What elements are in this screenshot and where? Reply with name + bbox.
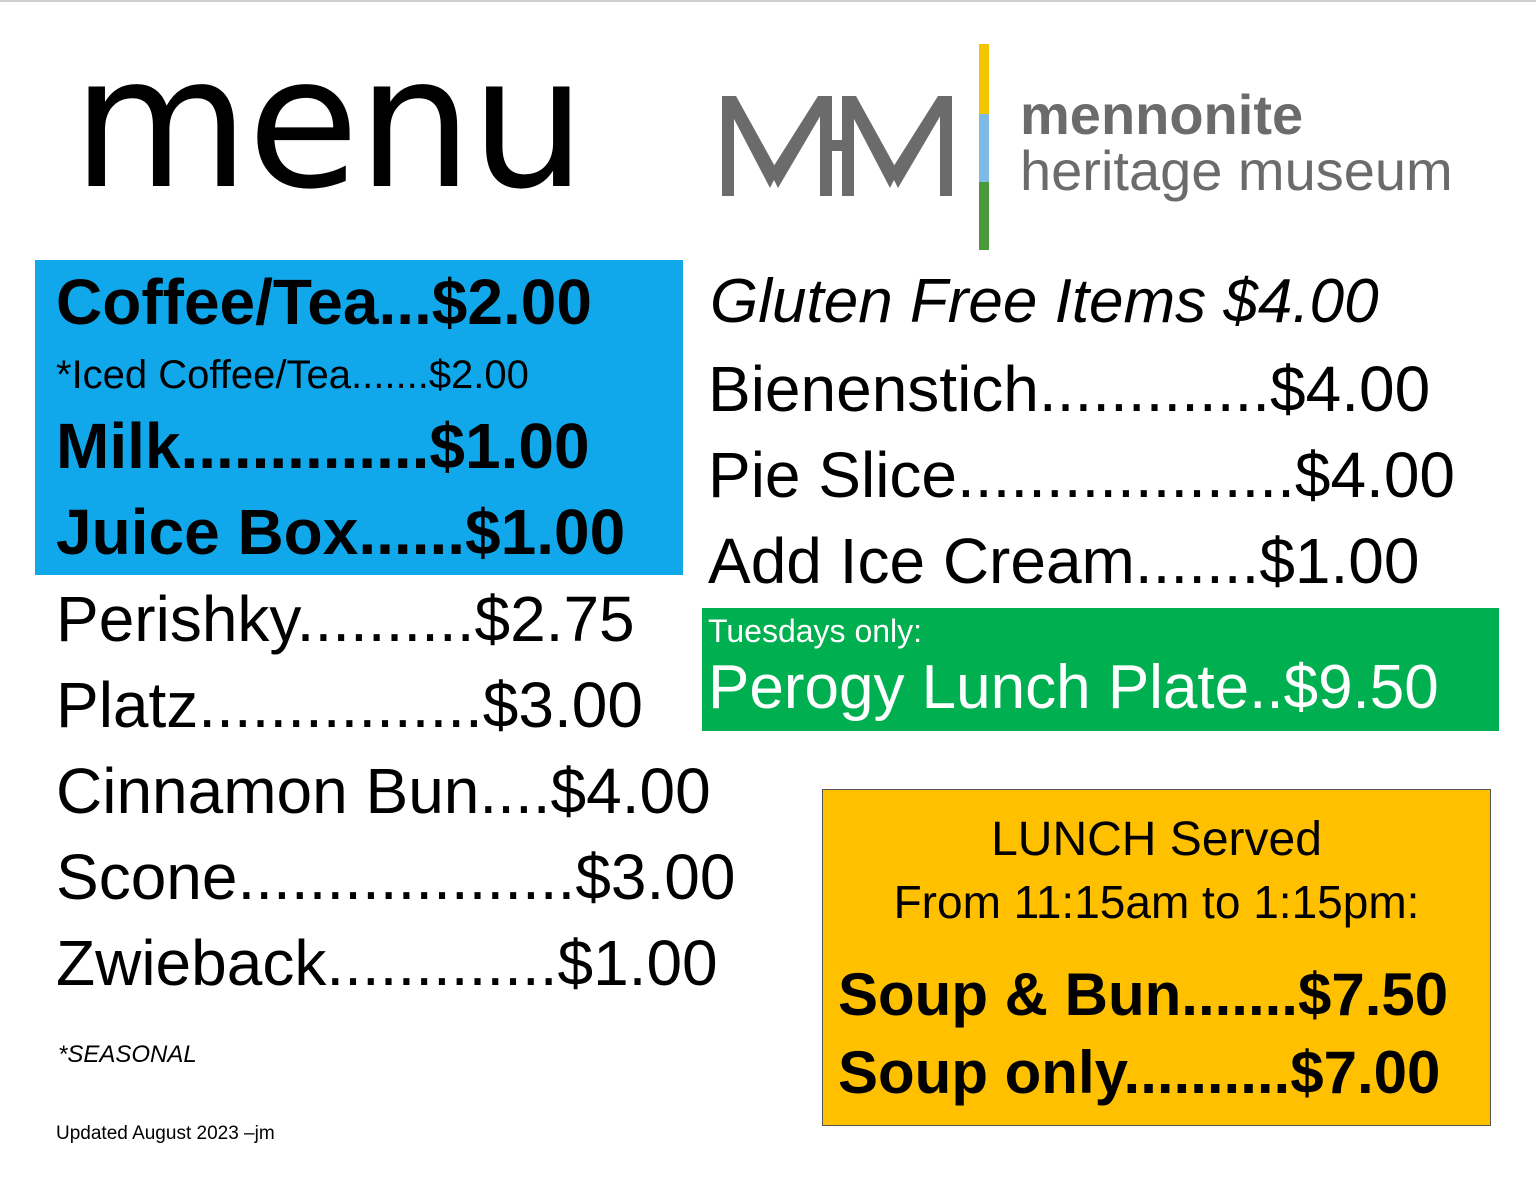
logo-bar-yellow <box>979 44 989 114</box>
menu-item-perogy-lunch-plate: Perogy Lunch Plate..$9.50 <box>708 653 1439 722</box>
menu-item-coffee-tea: Coffee/Tea...$2.00 <box>56 266 592 338</box>
menu-item-soup-only: Soup only..........$7.00 <box>838 1039 1441 1106</box>
menu-item-platz: Platz................$3.00 <box>56 669 643 741</box>
menu-item-cinnamon-bun: Cinnamon Bun....$4.00 <box>56 755 711 827</box>
menu-item-zwieback: Zwieback.............$1.00 <box>56 927 718 999</box>
menu-item-milk: Milk..............$1.00 <box>56 410 590 482</box>
seasonal-footnote: *SEASONAL <box>58 1041 197 1068</box>
mhm-logo-icon <box>718 92 954 202</box>
special-note: Tuesdays only: <box>708 613 923 649</box>
menu-item-juice-box: Juice Box......$1.00 <box>56 496 626 568</box>
lunch-heading-line2: From 11:15am to 1:15pm: <box>893 876 1420 928</box>
updated-note: Updated August 2023 –jm <box>56 1123 275 1144</box>
menu-item-add-ice-cream: Add Ice Cream.......$1.00 <box>708 525 1420 597</box>
logo-color-bar <box>979 44 989 250</box>
gluten-free-note: Gluten Free Items $4.00 <box>710 267 1379 336</box>
logo-bar-green <box>979 182 989 250</box>
menu-item-pie-slice: Pie Slice...................$4.00 <box>708 439 1455 511</box>
lunch-heading-line1: LUNCH Served <box>991 813 1322 866</box>
menu-item-soup-bun: Soup & Bun.......$7.50 <box>838 961 1449 1028</box>
menu-title: menu <box>72 17 584 229</box>
logo-name-line2: heritage museum <box>1020 139 1453 202</box>
menu-item-iced-coffee-tea: *Iced Coffee/Tea.......$2.00 <box>56 353 529 397</box>
mhm-logo-mark <box>718 92 954 202</box>
menu-item-scone: Scone...................$3.00 <box>56 841 736 913</box>
logo-name-line1: mennonite <box>1020 83 1304 146</box>
menu-item-bienenstich: Bienenstich.............$4.00 <box>708 353 1431 425</box>
logo-bar-blue <box>979 114 989 182</box>
menu-item-perishky: Perishky..........$2.75 <box>56 583 635 655</box>
top-border <box>0 0 1536 2</box>
